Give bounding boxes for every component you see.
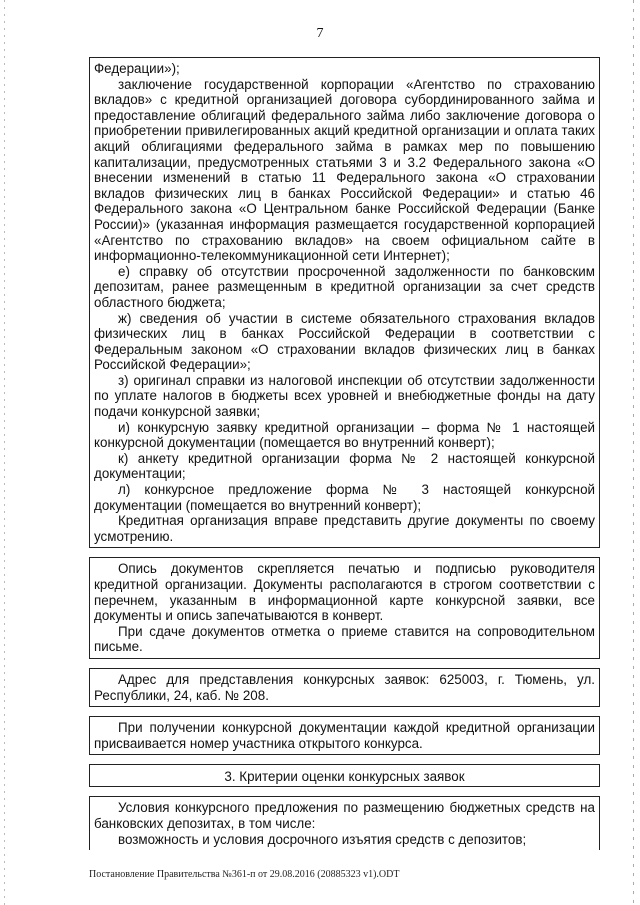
- paragraph: л) конкурсное предложение форма № 3 настоящей конкурсной документации (помещается во внутренний конверт);: [94, 482, 595, 513]
- address-block: [89, 668, 600, 707]
- paragraph: Условия конкурсного предложения по размещению бюджетных средств на банковских депозитах, в том числе:: [94, 800, 595, 831]
- document-body: [89, 57, 600, 850]
- scan-edge-right: [633, 0, 634, 905]
- paragraph: ж) сведения об участии в системе обязательного страхования вкладов физических лиц в банках Российской Федерации в соответствии с Федеральным законом «О страховании вкладов физических лиц в банках Российской Федерации»;: [94, 310, 595, 373]
- paragraph: е) справку об отсутствии просроченной задолженности по банковским депозитам, ранее размещенным в кредитной организации за счет средств областного бюджета;: [94, 263, 595, 310]
- paragraph: з) оригинал справки из налоговой инспекции об отсутствии задолженности по уплате налогов в бюджеты всех уровней и внебюджетные фонды на дату подачи конкурсной заявки;: [94, 372, 595, 420]
- documents-list-block: [89, 57, 600, 548]
- paragraph: и) конкурсную заявку кредитной организации – форма № 1 настоящей конкурсной документации (помещается во внутренний конверт);: [94, 419, 595, 451]
- paragraph: возможность и условия досрочного изъятия средств с депозитов;: [118, 831, 527, 847]
- paragraph: При получении конкурсной документации каждой кредитной организации присваивается номер участника открытого конкурса.: [94, 720, 595, 751]
- criteria-block: [89, 796, 600, 850]
- scan-edge-left: [4, 0, 5, 905]
- paragraph: Адрес для представления конкурсных заявок: 625003, г. Тюмень, ул. Республики, 24, каб. № 208.: [94, 671, 595, 703]
- paragraph: к) анкету кредитной организации форма № 2 настоящей конкурсной документации;: [94, 450, 595, 482]
- document-footer: Постановление Правительства №361-п от 29.08.2016 (20885323 v1).ODT: [89, 869, 400, 880]
- section-heading: 3. Критерии оценки конкурсных заявок: [89, 764, 600, 787]
- paragraph: Опись документов скрепляется печатью и подписью руководителя кредитной организации. Документы располагаются в строгом соответствии с перечнем, указанным в информационной карте конкурсной заявки, все документы и опись запечатываются в конверт.: [94, 561, 595, 624]
- paragraph: При сдаче документов отметка о приеме ставится на сопроводительном письме.: [94, 623, 595, 655]
- inventory-block: [89, 557, 600, 659]
- page-number: 7: [316, 26, 324, 41]
- paragraph: Федерации»);: [94, 61, 180, 76]
- participant-number-block: [89, 716, 600, 755]
- paragraph: заключение государственной корпорации «Агентство по страхованию вкладов» с кредитной организацией договора субординированного займа и предоставление облигаций федерального займа либо заключение договора о приобретении привилегированных акций кредитной организации и оплата таких акций облигациями федерального займа в рамках мер по повышению капитализации, предусмотренных статьями 3 и 3.2 Федерального закона «О внесении изменений в статью 11 Федерального закона «О страховании вкладов физических лиц в банках Российской Федерации» и статью 46 Федерального закона «О Центральном банке Российской Федерации (Банке России)» (указанная информация размещается государственной корпорацией «Агентство по страхованию вкладов» на своем официальном сайте в информационно-телекоммуникационной сети Интернет);: [94, 76, 595, 264]
- paragraph: Кредитная организация вправе представить другие документы по своему усмотрению.: [94, 513, 595, 544]
